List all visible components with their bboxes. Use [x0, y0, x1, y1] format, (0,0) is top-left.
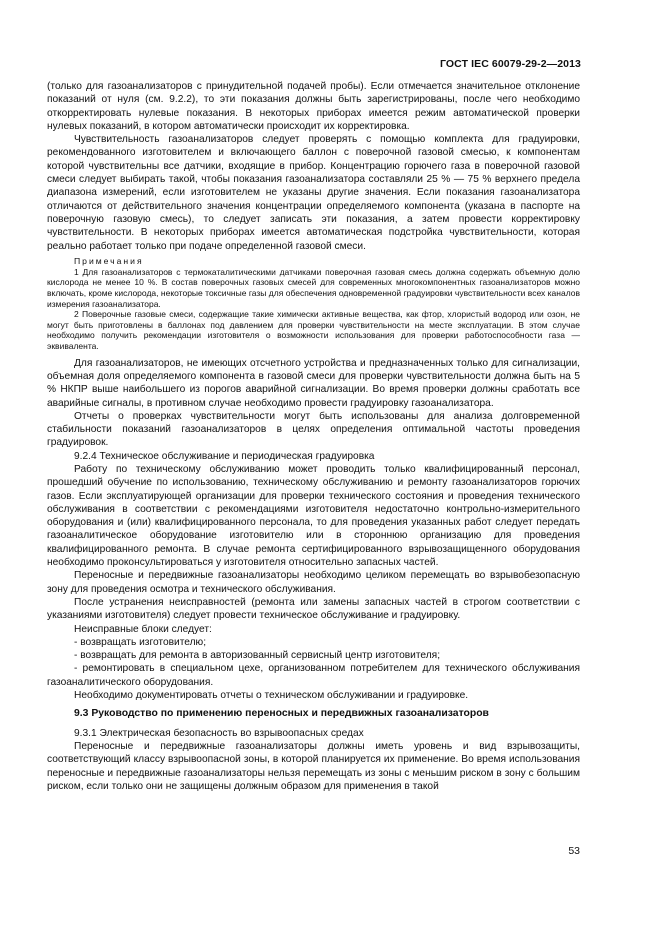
note-item: 1 Для газоанализаторов с термокаталитическими датчиками поверочная газовая смесь должна содержать объемную долю кислорода не менее 10 %. В состав поверочных газовых смесей для современных многокомпонентных газоанализаторов можно включать, кроме кислорода, некоторые токсичные газы для обеспечения одновременной градуировки чувствительности всех каналов измерения газоанализатора.	[47, 266, 580, 309]
paragraph: Чувствительность газоанализаторов следует проверять с помощью комплекта для градуировки, рекомендованного изготовителем и включающего баллон с поверочной газовой смесью, к компонентам которой чувствительны все датчики, входящие в прибор. Концентрацию горючего газа в поверочной газовой смеси следует выбирать такой, чтобы показания газоанализатора составляли 25 % — 75 % верхнего предела диапазона измерений, если изготовителем не указаны другие значения. Если показания газоанализатора отличаются от действительного значения концентрации определяемого компонента (указана в паспорте на поверочную газовую смесь), то следует записать эти показания, а затем провести корректировку чувствительности. В некоторых приборах имеется автоматическая подстройка чувствительности, которая реально работает только при подаче определенной газовой смеси.	[47, 134, 580, 252]
paragraph: Неисправные блоки следует:	[74, 623, 212, 635]
note-item: 2 Поверочные газовые смеси, содержащие такие химически активные вещества, как фтор, хлористый водород или озон, не могут быть приготовлены в баллонах под давлением для проверки чувствительности на месте эксплуатации. В этом случае необходимо получить рекомендации изготовителя о возможности использования для проверки работоспособности газа — эквивалента.	[47, 309, 580, 352]
paragraph: Отчеты о проверках чувствительности могут быть использованы для анализа долговременной стабильности показаний газоанализаторов в целях определения оптимальной частоты проведения градуировок.	[47, 410, 580, 449]
list-item: - возвращать для ремонта в авторизованный сервисный центр изготовителя;	[74, 650, 441, 662]
page-number: 53	[568, 845, 580, 857]
notes-title: Примечания	[74, 255, 144, 266]
page-content	[47, 80, 580, 793]
section-heading-9-3-1: 9.3.1 Электрическая безопасность во взрывоопасных средах	[74, 727, 364, 739]
section-heading-9-2-4: 9.2.4 Техническое обслуживание и периодическая градуировка	[74, 450, 375, 462]
standard-header: ГОСТ IEC 60079-29-2—2013	[439, 58, 581, 70]
section-heading-9-3: 9.3 Руководство по применению переносных и передвижных газоанализаторов	[74, 708, 489, 720]
list-item: - возвращать изготовителю;	[74, 636, 207, 648]
paragraph: Переносные и передвижные газоанализаторы должны иметь уровень и вид взрывозащиты, соответствующий классу взрывоопасной зоны, в которой планируется их применение. Во время использования переносные и передвижные газоанализаторы нельзя перемещать из зоны с меньшим риском в зону с большим риском, если только они не защищены должным образом для применения в такой	[47, 740, 580, 792]
paragraph: (только для газоанализаторов с принудительной подачей пробы). Если отмечается значительное отклонение показаний от нуля (см. 9.2.2), то эти показания должны быть зарегистрированы, после чего необходимо откорректировать нулевые показания. В некоторых приборах имеется режим автоматической проверки нулевых показаний, в котором автоматически происходит их корректировка.	[47, 81, 580, 132]
paragraph: Работу по техническому обслуживанию может проводить только квалифицированный персонал, прошедший обучение по использованию, техническому обслуживанию и ремонту газоанализаторов горючих газов. Если эксплуатирующей организации для проверки технического состояния и проведения технического обслуживания в соответствии с рекомендациями изготовителя недостаточно контрольно-измерительного оборудования и (или) квалифицированного персонала, то для проведения указанных работ следует передать газоаналитическое оборудование изготовителю или в стороннюю организацию для проведения квалифицированного ремонта. В случае ремонта сертифицированного взрывозащищенного оборудования необходимо проконсультироваться у изготовителя относительно запасных частей.	[47, 463, 580, 569]
paragraph: Для газоанализаторов, не имеющих отсчетного устройства и предназначенных только для сигнализации, объемная доля определяемого компонента в газовой смеси для проверки чувствительности должна быть на 5 % НКПР выше наибольшего из порогов аварийной сигнализации. Во время проверки должны сработать все аварийные сигналы, в противном случае необходимо провести градуировку газоанализатора.	[47, 357, 580, 409]
list-item: - ремонтировать в специальном цехе, организованном потребителем для технического обслуживания газоаналитического оборудования.	[47, 663, 580, 688]
paragraph: Необходимо документировать отчеты о техническом обслуживании и градуировке.	[74, 690, 469, 702]
paragraph: Переносные и передвижные газоанализаторы необходимо целиком перемещать во взрывобезопасную зону для проведения осмотра и технического обслуживания.	[47, 570, 580, 595]
paragraph: После устранения неисправностей (ремонта или замены запасных частей в строгом соответствии с указаниями изготовителя) следует провести техническое обслуживание и градуировку.	[47, 596, 580, 622]
